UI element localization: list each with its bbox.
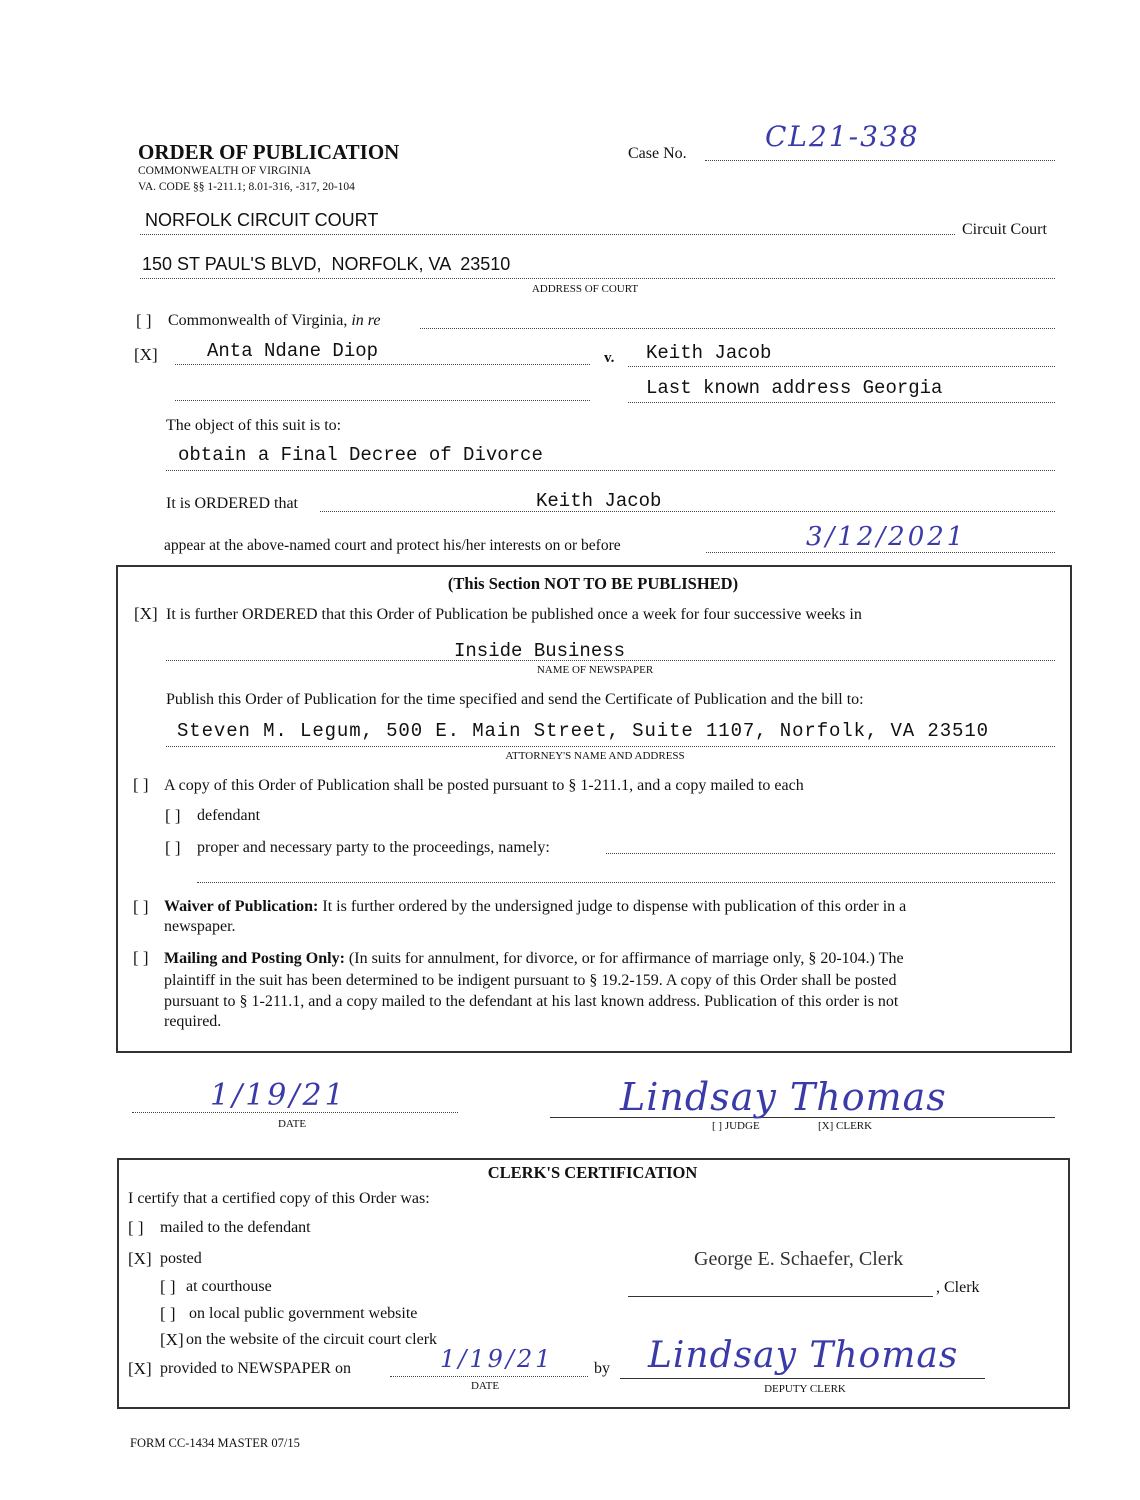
- posted-checkbox[interactable]: [X]: [128, 1249, 152, 1268]
- defendant-address: Last known address Georgia: [646, 377, 943, 399]
- order-date-line: [132, 1112, 458, 1113]
- by-label: by: [594, 1360, 610, 1377]
- defendant-label: defendant: [197, 807, 261, 824]
- form-subtitle-code: VA. CODE §§ 1-211.1; 8.01-316, -317, 20-104: [138, 181, 355, 193]
- publish-checkbox[interactable]: [X]: [134, 604, 158, 623]
- clerk-website-checkbox[interactable]: [X]: [160, 1330, 184, 1349]
- clerk-name: George E. Schaefer, Clerk: [694, 1248, 904, 1270]
- mailing-title: Mailing and Posting Only:: [164, 950, 345, 967]
- mailing-body-4: required.: [164, 1013, 222, 1030]
- court-address: 150 ST PAUL'S BLVD, NORFOLK, VA 23510: [142, 254, 511, 274]
- waiver-body: It is further ordered by the undersigned judge to dispense with publication of this order in a: [322, 898, 907, 915]
- certification-heading: CLERK'S CERTIFICATION: [487, 1163, 698, 1182]
- certification-intro: I certify that a certified copy of this Order was:: [128, 1190, 430, 1207]
- mailed-label: mailed to the defendant: [160, 1219, 311, 1236]
- object-label: The object of this suit is to:: [166, 417, 342, 434]
- posted-label: posted: [160, 1250, 202, 1267]
- form-id: FORM CC-1434 MASTER 07/15: [130, 1436, 300, 1450]
- mailing-body-2: plaintiff in the suit has been determined to be indigent pursuant to § 19.2-159. A copy of this Order shall be posted: [164, 972, 897, 989]
- proper-party-label: proper and necessary party to the proceedings, namely:: [197, 839, 550, 856]
- courthouse-checkbox[interactable]: [ ]: [160, 1277, 176, 1296]
- clerk-suffix: , Clerk: [936, 1279, 980, 1296]
- ordered-line: [320, 511, 1055, 512]
- mailing-checkbox[interactable]: [ ]: [133, 948, 149, 967]
- copy-checkbox[interactable]: [ ]: [133, 775, 149, 794]
- appear-label: appear at the above-named court and protect his/her interests on or before: [164, 537, 621, 554]
- judge-checkbox[interactable]: [ ] JUDGE: [712, 1120, 760, 1132]
- newspaper-caption: NAME OF NEWSPAPER: [536, 664, 654, 676]
- commonwealth-label-text: Commonwealth of Virginia,: [168, 312, 348, 329]
- courthouse-label: at courthouse: [186, 1278, 272, 1295]
- defendant-checkbox[interactable]: [ ]: [165, 806, 181, 825]
- provided-date-caption: DATE: [470, 1380, 500, 1392]
- copy-text: A copy of this Order of Publication shall be posted pursuant to § 1-211.1, and a copy mailed to each: [164, 777, 804, 794]
- attorney-value: Steven M. Legum, 500 E. Main Street, Suite 1107, Norfolk, VA 23510: [177, 720, 989, 742]
- proper-party-line-2: [197, 882, 1055, 883]
- case-number-label: Case No.: [628, 145, 687, 162]
- court-address-line: [140, 278, 1055, 279]
- proper-party-line: [606, 853, 1055, 854]
- deputy-caption: DEPUTY CLERK: [764, 1383, 846, 1395]
- defendant-address-line: [628, 402, 1055, 403]
- commonwealth-checkbox[interactable]: [ ]: [136, 311, 152, 330]
- object-value: obtain a Final Decree of Divorce: [178, 444, 543, 466]
- commonwealth-line: [420, 328, 1055, 329]
- defendant-name: Keith Jacob: [646, 342, 772, 364]
- ordered-party: Keith Jacob: [536, 490, 662, 512]
- clerk-signature: Lindsay Thomas: [620, 1075, 947, 1119]
- court-name: NORFOLK CIRCUIT COURT: [145, 210, 379, 230]
- clerk-checkbox[interactable]: [X] CLERK: [818, 1120, 873, 1132]
- clerk-name-line: [628, 1296, 933, 1297]
- proper-party-checkbox[interactable]: [ ]: [165, 838, 181, 857]
- attorney-line: [166, 746, 1055, 747]
- in-re-label: in re: [351, 312, 381, 329]
- order-date-value: 1/19/21: [210, 1078, 347, 1113]
- newspaper-name: Inside Business: [454, 640, 626, 662]
- attorney-caption: ATTORNEY'S NAME AND ADDRESS: [505, 750, 685, 762]
- mailing-body-3: pursuant to § 1-211.1, and a copy mailed to the defendant at his last known address. Publication of this order is not: [164, 993, 899, 1010]
- mailed-checkbox[interactable]: [ ]: [128, 1218, 144, 1237]
- waiver-title: Waiver of Publication:: [164, 898, 319, 915]
- newspaper-provided-label: provided to NEWSPAPER on: [160, 1360, 351, 1377]
- appear-date: 3/12/2021: [806, 522, 967, 552]
- provided-date-value: 1/19/21: [440, 1345, 554, 1373]
- court-name-line: [140, 234, 955, 235]
- mailing-body-1: (In suits for annulment, for divorce, or for affirmance of marriage only, § 20-104.) The: [348, 950, 904, 967]
- deputy-signature: Lindsay Thomas: [648, 1335, 959, 1376]
- publish-text: It is further ORDERED that this Order of Publication be published once a week for four successive weeks in: [166, 606, 862, 623]
- appear-line: [706, 552, 1055, 553]
- order-date-caption: DATE: [277, 1118, 307, 1130]
- commonwealth-label: [168, 312, 381, 330]
- defendant-line: [628, 366, 1055, 367]
- deputy-signature-line: [620, 1378, 985, 1379]
- court-suffix: Circuit Court: [962, 221, 1047, 238]
- newspaper-provided-checkbox[interactable]: [X]: [128, 1359, 152, 1378]
- form-subtitle-commonwealth: COMMONWEALTH OF VIRGINIA: [138, 165, 312, 177]
- ordered-label: It is ORDERED that: [166, 495, 298, 512]
- send-text: Publish this Order of Publication for the time specified and send the Certificate of Publication and the bill to:: [166, 691, 864, 708]
- local-website-checkbox[interactable]: [ ]: [160, 1304, 176, 1323]
- plaintiff-line: [175, 364, 590, 365]
- waiver-text-2: newspaper.: [164, 918, 236, 935]
- mailing-text: [164, 950, 1044, 968]
- waiver-checkbox[interactable]: [ ]: [133, 897, 149, 916]
- provided-date-line: [390, 1376, 588, 1377]
- form-title: ORDER OF PUBLICATION: [138, 140, 400, 164]
- plaintiff-name: Anta Ndane Diop: [207, 340, 379, 362]
- versus-label: v.: [604, 350, 615, 366]
- waiver-text: [164, 898, 1044, 916]
- plaintiff-line-2: [175, 400, 590, 401]
- not-published-heading: (This Section NOT TO BE PUBLISHED): [447, 574, 739, 593]
- newspaper-line: [166, 660, 1055, 661]
- court-address-caption: ADDRESS OF COURT: [531, 283, 639, 295]
- local-website-label: on local public government website: [189, 1305, 418, 1322]
- object-line: [166, 470, 1055, 471]
- case-number-line: [705, 160, 1055, 161]
- clerk-website-label: on the website of the circuit court clerk: [186, 1331, 438, 1348]
- case-number-value: CL21-338: [765, 120, 920, 153]
- party-checkbox[interactable]: [X]: [134, 345, 158, 364]
